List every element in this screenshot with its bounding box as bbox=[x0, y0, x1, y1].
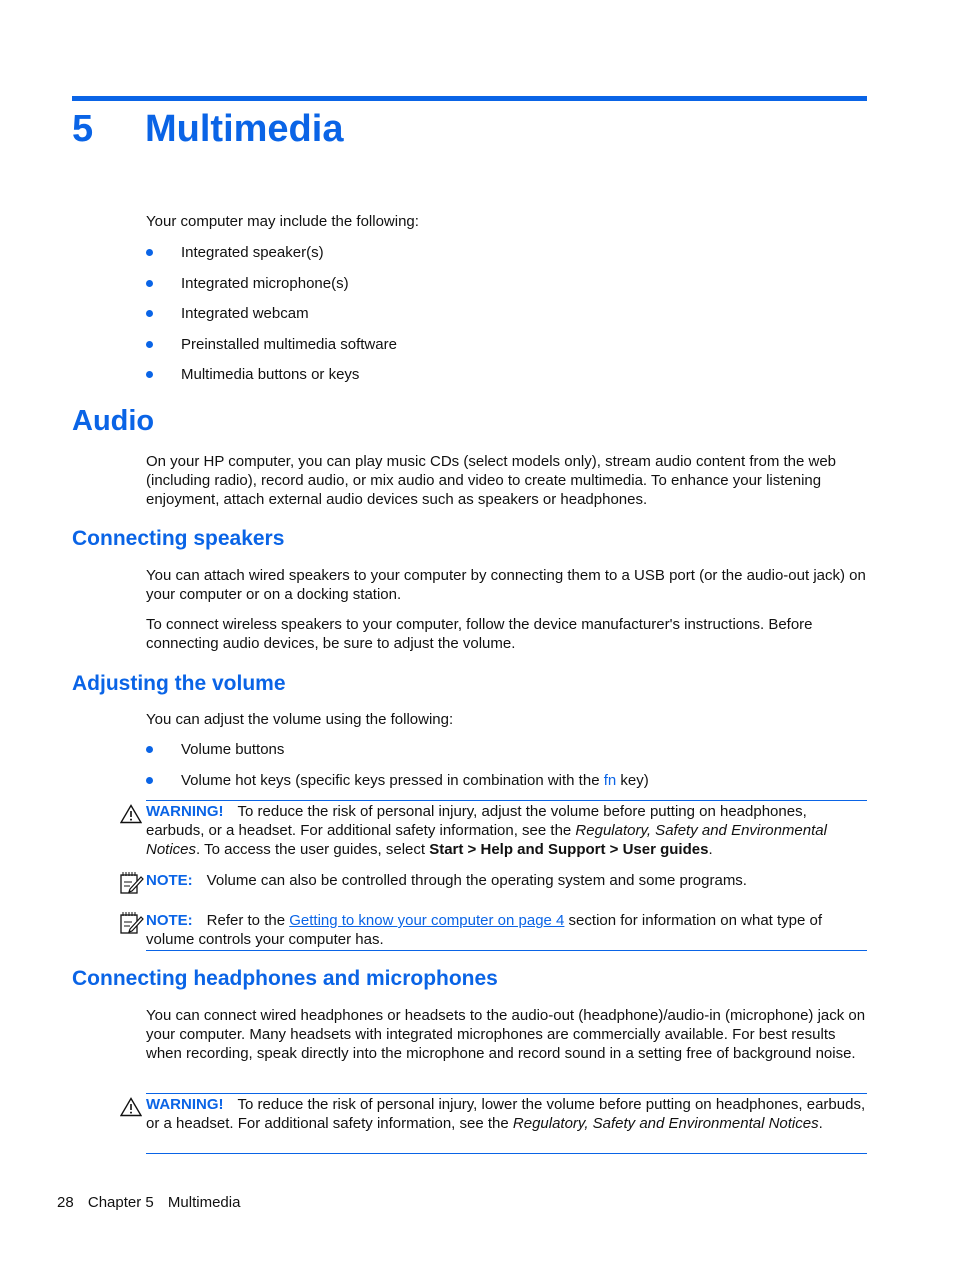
speakers-heading: Connecting speakers bbox=[72, 527, 285, 550]
headphones-warning: WARNING! To reduce the risk of personal injury, lower the volume before putting on headphones, earbuds, or a headset. For additional safety information, see the Regulatory, Safety and Environmental Notices. bbox=[146, 1096, 866, 1132]
callout-rule bbox=[146, 1153, 867, 1154]
note-label: NOTE: bbox=[146, 912, 193, 929]
bullet-icon bbox=[146, 341, 153, 348]
warning-triangle-icon bbox=[120, 1097, 142, 1117]
footer-title: Multimedia bbox=[167, 1194, 241, 1211]
page-footer bbox=[57, 1193, 250, 1212]
note-label: NOTE: bbox=[146, 872, 193, 889]
speakers-paragraph-1: You can attach wired speakers to your computer by connecting them to a USB port (or the audio-out jack) on your computer or on a docking station. bbox=[146, 567, 866, 603]
fn-key: fn bbox=[603, 772, 617, 789]
bullet-icon bbox=[146, 746, 153, 753]
volume-note-1: NOTE: Volume can also be controlled through the operating system and some programs. bbox=[146, 872, 747, 889]
bullet-icon bbox=[146, 310, 153, 317]
callout-rule bbox=[146, 1093, 867, 1094]
chapter-title bbox=[72, 106, 343, 152]
callout-rule bbox=[146, 800, 867, 801]
bullet-icon bbox=[146, 249, 153, 256]
warning-label: WARNING! bbox=[146, 803, 224, 820]
speakers-paragraph-2: To connect wireless speakers to your computer, follow the device manufacturer's instructions. Before connecting audio devices, be sure to adjust the volume. bbox=[146, 616, 813, 652]
intro-text: Your computer may include the following: bbox=[146, 213, 419, 230]
getting-to-know-link[interactable]: Getting to know your computer on page 4 bbox=[289, 912, 565, 929]
bullet-icon bbox=[146, 280, 153, 287]
bullet-icon bbox=[146, 777, 153, 784]
warning-label: WARNING! bbox=[146, 1096, 224, 1113]
volume-warning: WARNING! To reduce the risk of personal injury, adjust the volume before putting on headphones, earbuds, or a headset. For additional safety information, see the Regulatory, Safety and Environmental Notices. To access the user guides, select Start > Help and Support > User guides. bbox=[146, 803, 827, 858]
chapter-rule bbox=[72, 96, 867, 101]
footer-chapter: Chapter 5 bbox=[87, 1194, 154, 1211]
headphones-heading: Connecting headphones and microphones bbox=[72, 967, 498, 990]
note-pad-icon bbox=[118, 871, 144, 895]
headphones-text: You can connect wired headphones or headsets to the audio-out (headphone)/audio-in (microphone) jack on your computer. Many headsets with integrated microphones are commercially available. For best results when recording, speak directly into the microphone and record sound in a setting free of background noise. bbox=[146, 1007, 866, 1062]
callout-rule bbox=[146, 950, 867, 951]
audio-heading: Audio bbox=[72, 405, 155, 437]
warning-triangle-icon bbox=[120, 804, 142, 824]
chapter-name: Multimedia bbox=[145, 108, 344, 150]
audio-text: On your HP computer, you can play music CDs (select models only), stream audio content from the web (including radio), record audio, or mix audio and video to create multimedia. To enhance your listening enjoyment, attach external audio devices such as speakers or headphones. bbox=[146, 453, 837, 508]
page-number: 28 bbox=[57, 1194, 74, 1211]
bullet-icon bbox=[146, 371, 153, 378]
chapter-number: 5 bbox=[72, 108, 94, 150]
volume-intro: You can adjust the volume using the following: bbox=[146, 711, 454, 728]
volume-note-2: NOTE: Refer to the Getting to know your computer on page 4 section for information on what type of volume controls your computer has. bbox=[146, 912, 823, 948]
note-pad-icon bbox=[118, 911, 144, 935]
volume-heading: Adjusting the volume bbox=[72, 672, 286, 695]
